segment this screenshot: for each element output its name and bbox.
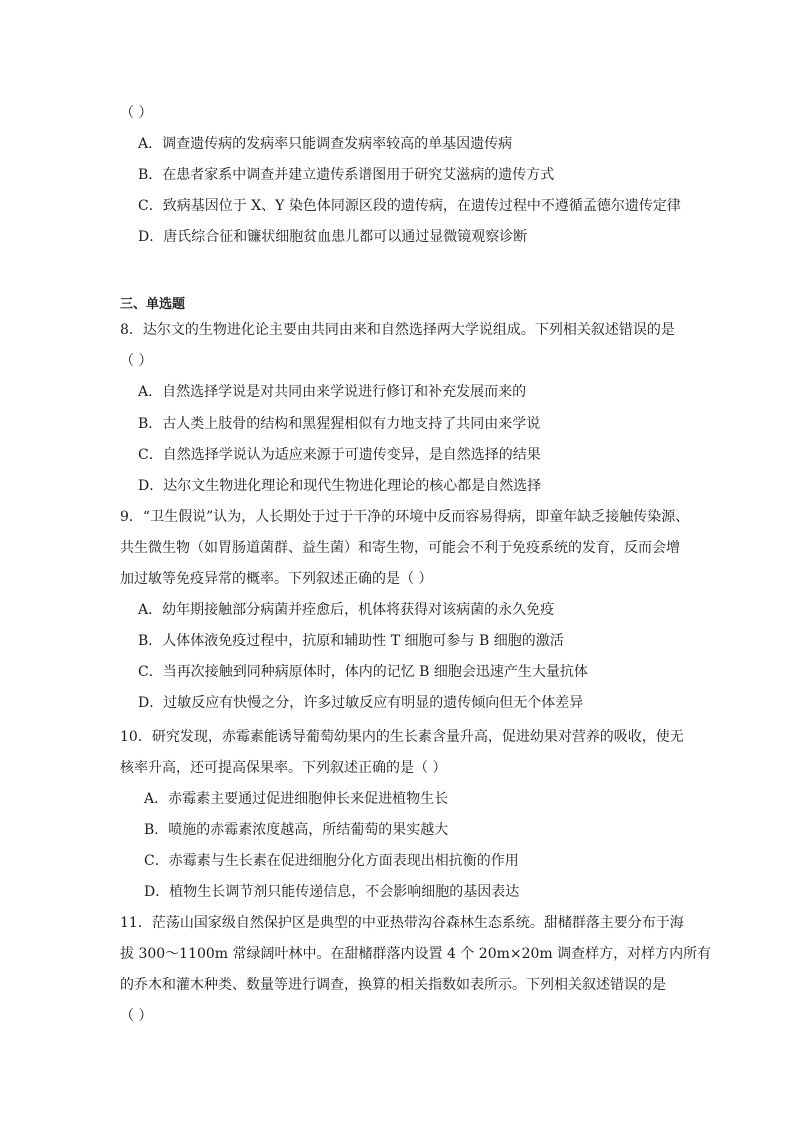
q7-option-b: B．在患者家系中调查并建立遗传系谱图用于研究艾滋病的遗传方式 — [138, 167, 555, 183]
q7-option-c: C．致病基因位于 X、Y 染色体同源区段的遗传病，在遗传过程中不遵循孟德尔遗传定律 — [138, 198, 681, 214]
q8-option-d: D．达尔文生物进化理论和现代生物进化理论的核心都是自然选择 — [138, 478, 542, 494]
q9-option-c: C．当再次接触到同种病原体时，体内的记忆 B 细胞会迅速产生大量抗体 — [138, 664, 588, 680]
q9-stem-line-3: 加过敏等免疫异常的概率。下列叙述正确的是（ ） — [120, 571, 433, 587]
q8-stem-line-2: （ ） — [120, 353, 153, 369]
q9-stem-line-2: 共生微生物（如胃肠道菌群、益生菌）和寄生物，可能会不利于免疫系统的发育，反而会增 — [120, 540, 680, 556]
q11-stem-line-2: 拔 300～1100m 常绿阔叶林中。在甜槠群落内设置 4 个 20m×20m 调查样方，对样方内所有 — [120, 946, 712, 962]
q9-option-d: D．过敏反应有快慢之分，许多过敏反应有明显的遗传倾向但无个体差异 — [138, 695, 584, 711]
q10-stem-line-2: 核率升高，还可提高保果率。下列叙述正确的是（ ） — [120, 760, 447, 776]
q10-option-c: C．赤霉素与生长素在促进细胞分化方面表现出相抗衡的作用 — [144, 853, 519, 869]
q7-option-d: D．唐氏综合征和镰状细胞贫血患儿都可以通过显微镜观察诊断 — [138, 229, 528, 245]
q10-option-a: A．赤霉素主要通过促进细胞伸长来促进植物生长 — [144, 791, 449, 807]
q8-option-a: A．自然选择学说是对共同由来学说进行修订和补充发展而来的 — [138, 384, 527, 400]
q9-option-a: A．幼年期接触部分病菌并痊愈后，机体将获得对该病菌的永久免疫 — [138, 602, 555, 618]
q8-option-c: C．自然选择学说认为适应来源于可遗传变异，是自然选择的结果 — [138, 447, 541, 463]
q10-option-d: D．植物生长调节剂只能传递信息，不会影响细胞的基因表达 — [144, 884, 520, 900]
q11-stem-line-4: （ ） — [120, 1008, 153, 1024]
q11-stem-line-1: 11．茫荡山国家级自然保护区是典型的中亚热带沟谷森林生态系统。甜槠群落主要分布于海 — [120, 915, 684, 931]
q8-option-b: B．古人类上肢骨的结构和黑猩猩相似有力地支持了共同由来学说 — [138, 416, 541, 432]
q7-answer-paren: （ ） — [120, 105, 153, 121]
q11-stem-line-3: 的乔木和灌木种类、数量等进行调查，换算的相关指数如表所示。下列相关叙述错误的是 — [120, 977, 666, 993]
q10-stem-line-1: 10．研究发现，赤霉素能诱导葡萄幼果内的生长素含量升高，促进幼果对营养的吸收，使无 — [120, 729, 684, 745]
q10-option-b: B．喷施的赤霉素浓度越高，所结葡萄的果实越大 — [144, 822, 449, 838]
q7-option-a: A．调查遗传病的发病率只能调查发病率较高的单基因遗传病 — [138, 136, 513, 152]
q9-stem-line-1: 9．“卫生假说”认为，人长期处于过于干净的环境中反而容易得病，即童年缺乏接触传染源、 — [120, 509, 690, 525]
q8-stem-line-1: 8．达尔文的生物进化论主要由共同由来和自然选择两大学说组成。下列相关叙述错误的是 — [120, 322, 675, 338]
q9-option-b: B．人体体液免疫过程中，抗原和辅助性 T 细胞可参与 B 细胞的激活 — [138, 633, 564, 649]
section-title: 三、单选题 — [120, 297, 186, 312]
